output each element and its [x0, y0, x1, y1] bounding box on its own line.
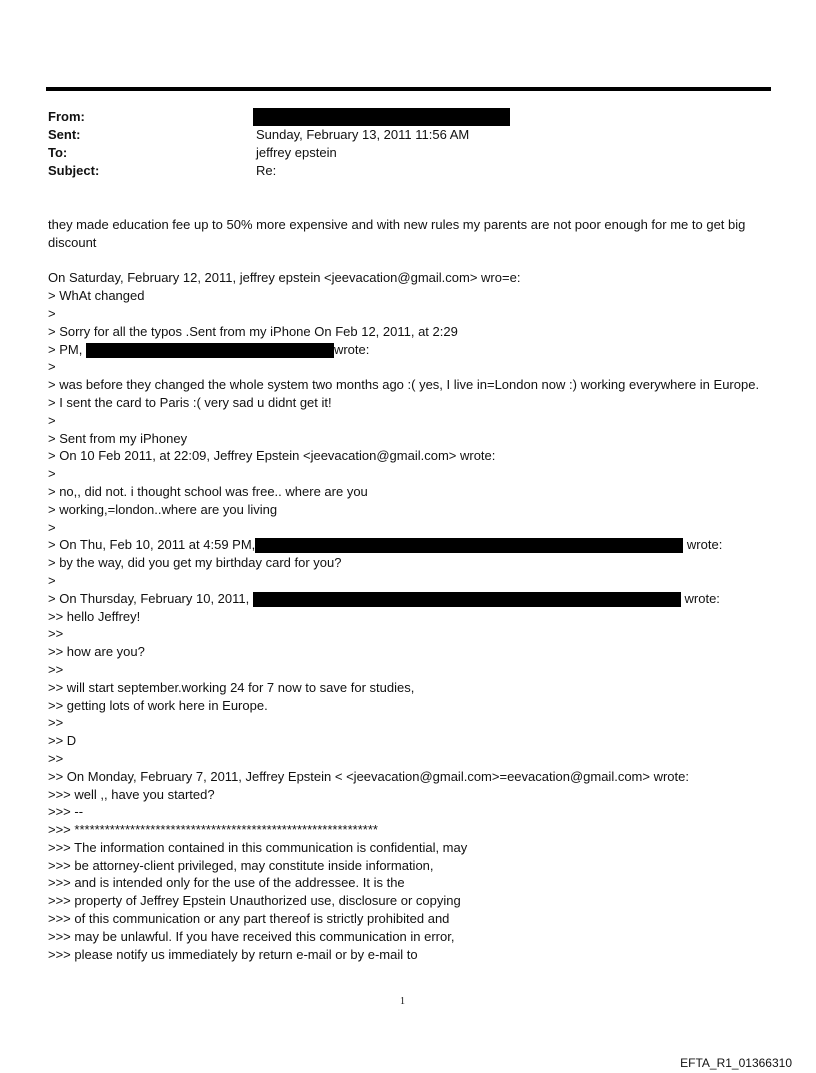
quote-line: >> D: [48, 733, 77, 749]
quote-line: > no,, did not. i thought school was free.. where are you: [48, 483, 368, 499]
quote-line: >: [48, 466, 56, 482]
to-row: [48, 144, 748, 162]
to-label: To:: [48, 145, 68, 160]
sent-value: Sunday, February 13, 2011 11:56 AM: [256, 127, 470, 142]
quote-line: >> On Monday, February 7, 2011, Jeffrey Epstein < <jeevacation@gmail.com>=eevacation@gmail.com> wrote:: [48, 768, 689, 784]
disclaimer-line: >>> The information contained in this communication is confidential, may: [48, 839, 468, 855]
quote-line: > On 10 Feb 2011, at 22:09, Jeffrey Epstein <jeevacation@gmail.com> wrote:: [48, 448, 496, 464]
sent-row: [48, 126, 748, 144]
document-id: EFTA_R1_01366310: [680, 1056, 792, 1070]
quote-line: >>: [48, 626, 64, 642]
disclaimer-line: >>> and is intended only for the use of the addressee. It is the: [48, 875, 405, 891]
quote-line: >: [48, 412, 56, 428]
quote-line: > Sent from my iPhoney: [48, 430, 188, 446]
quote-line: >: [48, 572, 56, 588]
quote-line: >: [48, 519, 56, 535]
quote-line: >> will start september.working 24 for 7 now to save for studies,: [48, 679, 415, 695]
sent-label: Sent:: [48, 127, 81, 142]
from-label: From:: [48, 109, 85, 124]
quote-line: >>> well ,, have you started?: [48, 786, 215, 802]
subject-label: Subject:: [48, 163, 100, 178]
quote-line: >> how are you?: [48, 644, 145, 660]
email-body: [48, 216, 768, 963]
to-value: jeffrey epstein: [256, 145, 337, 160]
quote-prefix: > On Thu, Feb 10, 2011 at 4:59 PM,: [48, 537, 256, 553]
quote-line: > by the way, did you get my birthday card for you?: [48, 555, 342, 571]
quote-line: [48, 341, 768, 359]
sender-redaction: [86, 343, 334, 358]
quote-suffix: wrote:: [686, 537, 723, 553]
disclaimer-line: >>> property of Jeffrey Epstein Unauthorized use, disclosure or copying: [48, 893, 461, 909]
sender-redaction: [253, 592, 681, 607]
disclaimer-line: >>> of this communication or any part thereof is strictly prohibited and: [48, 911, 450, 927]
body-paragraph: they made education fee up to 50% more expensive and with new rules my parents are not poor enough for me to get big discount: [48, 217, 746, 250]
disclaimer-line: >>> please notify us immediately by return e-mail or by e-mail to: [48, 946, 418, 962]
disclaimer-line: >>> be attorney-client privileged, may constitute inside information,: [48, 857, 434, 873]
quote-line: >>> ************************************************************: [48, 822, 378, 838]
quote-line: >>> --: [48, 804, 84, 820]
subject-value: Re:: [256, 163, 277, 178]
header-rule: [46, 87, 771, 91]
quote-line: >>: [48, 715, 64, 731]
quote-line: [48, 590, 768, 608]
email-header: [48, 108, 748, 180]
disclaimer-line: >>> may be unlawful. If you have received this communication in error,: [48, 928, 455, 944]
from-row: [48, 108, 748, 126]
quote-line: > working,=london..where are you living: [48, 501, 278, 517]
page-number: 1: [400, 996, 405, 1007]
quote-line: > Sorry for all the typos .Sent from my iPhone On Feb 12, 2011, at 2:29: [48, 323, 458, 339]
sender-redaction: [255, 538, 683, 553]
quote-line: > WhAt changed: [48, 288, 145, 304]
quote-suffix: wrote:: [684, 590, 720, 606]
quote-line: >: [48, 359, 56, 375]
quote-line: >>: [48, 750, 64, 766]
subject-row: [48, 162, 748, 180]
quote-prefix: > On Thursday, February 10, 2011,: [48, 590, 250, 606]
quote-line: >>: [48, 661, 64, 677]
quote-suffix: wrote:: [333, 341, 370, 357]
from-redaction: [253, 108, 510, 126]
quote-prefix: > PM,: [48, 341, 83, 357]
quote-line: > was before they changed the whole system two months ago :( yes, I live in=London now :) working everywhere in Europe.: [48, 377, 760, 393]
quote-line: >: [48, 305, 56, 321]
quote-line: On Saturday, February 12, 2011, jeffrey epstein <jeevacation@gmail.com> wro=e:: [48, 270, 521, 286]
quote-line: > I sent the card to Paris :( very sad u didnt get it!: [48, 394, 332, 410]
quote-line: >> hello Jeffrey!: [48, 608, 141, 624]
quote-line: [48, 536, 768, 554]
quote-line: >> getting lots of work here in Europe.: [48, 697, 268, 713]
